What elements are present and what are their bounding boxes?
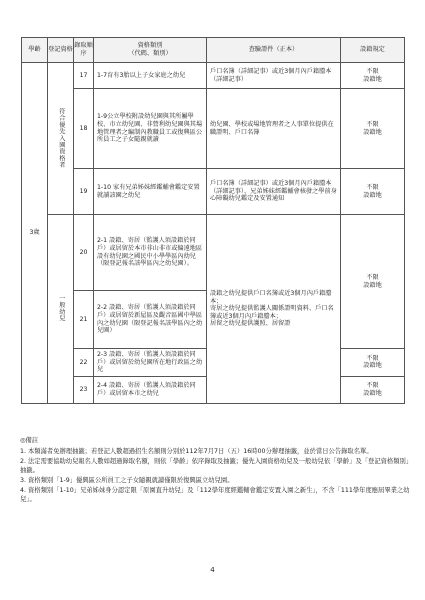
table-row [22, 169, 405, 215]
note-item [20, 458, 410, 476]
residency-line: 不限 [366, 67, 379, 75]
residency-cell [341, 376, 405, 403]
residency-line: 設籍地 [363, 128, 382, 136]
residency-cell [341, 215, 405, 349]
order-cell: 23 [74, 376, 94, 403]
order-cell: 19 [74, 169, 94, 215]
residency-line: 設籍地 [363, 362, 382, 370]
age-cell: 3歲 [22, 63, 48, 404]
documents-cell: 戶口名簿（詳細記事）或近3個月內戶籍謄本（詳細記事） [207, 63, 341, 89]
header-category [94, 38, 207, 63]
residency-line: 設籍地 [363, 389, 382, 397]
residency-line: 設籍地 [363, 191, 382, 199]
general-documents-cell [207, 215, 341, 404]
note-item [20, 487, 410, 505]
header-category-line1: 資格類別 [137, 42, 163, 50]
group-priority-cell [48, 63, 74, 215]
notes-section [20, 437, 410, 506]
residency-line: 不限 [366, 183, 379, 191]
residency-cell [341, 63, 405, 89]
residency-line: 不限 [366, 354, 379, 362]
note-text: 2. 法定需要協助幼兒報名人數如超過錄取名額，則依「學齡」依序錄取及抽籤；優先入園資格幼兒及一般幼兒依「學齡」及「登記資格類別」抽籤。 [20, 457, 409, 474]
general-documents-line: 居留之幼兒提供護照、居留證 [210, 320, 291, 328]
order-cell: 22 [74, 349, 94, 377]
category-cell: 2-1 設籍、寄居（監護人須設籍於同戶）或居留於本市非山非市或偏遠地區設有幼兒園之國民中小學學區內幼兒（限登記報名該學區內之幼兒園）。 [94, 215, 207, 291]
order-cell: 21 [74, 291, 94, 349]
order-cell: 18 [74, 89, 94, 169]
residency-line: 設籍地 [363, 75, 382, 83]
documents-cell: 幼兒園、學校或場地管理者之人事單位提供在職證明、戶口名簿 [207, 89, 341, 169]
category-cell: 2-3 設籍、寄居（監護人須設籍於同戶）或居留於幼兒園所在地行政區之幼兒 [94, 349, 207, 377]
residency-line: 不限 [366, 273, 379, 281]
note-text: 3. 資格類別「1-9」優興區公所員工之子女隨親就讀僅限於復興區立幼兒園。 [20, 476, 234, 484]
category-cell: 1-9公立學校附設幼兒園與其所屬學校、市立幼兒園、非營利幼兒園與其場地管理者之編制內教職員工或復興區公所員工之子女隨親就讀 [94, 89, 207, 169]
order-cell: 20 [74, 215, 94, 291]
header-eligibility: 登記資格 [48, 38, 74, 63]
residency-line: 不限 [366, 120, 379, 128]
general-documents-line: 寄居之幼兒提供監護人關係證明資料、戶口名簿或近3個月內戶籍謄本； [210, 305, 334, 320]
table-row [22, 215, 405, 291]
residency-line: 不限 [366, 382, 379, 390]
notes-heading: ◎備註 [20, 437, 39, 444]
category-cell: 1-10 家有兄弟姊妹經鑑輔會鑑定安置就讀該園之幼兒 [94, 169, 207, 215]
admission-table [21, 37, 405, 404]
category-cell: 1-7育有3胎以上子女家庭之幼兒 [94, 63, 207, 89]
category-cell: 2-2 設籍、寄居（監護人須設籍於同戶）或居留於新屋區及觀音區國中學區內之幼兒園（限登記報名該學區內之幼兒園） [94, 291, 207, 349]
residency-cell [341, 169, 405, 215]
page-number: 4 [210, 566, 215, 574]
header-age: 學齡 [22, 38, 48, 63]
table-row [22, 89, 405, 169]
group-general-cell [48, 215, 74, 404]
header-residency: 設籍規定 [341, 38, 405, 63]
order-cell: 17 [74, 63, 94, 89]
residency-line: 設籍地 [363, 281, 382, 289]
header-documents: 查驗證件（正本） [207, 38, 341, 63]
note-text: 4. 資格類別「1-10」兄弟姊妹身分認定限「原園直升幼兒」及「112學年度經鑑輔會鑑定安置入園之新生」，不含「111學年度應屆畢業之幼兒」。 [20, 486, 410, 503]
header-category-line2: （代碼、類別） [128, 50, 172, 57]
residency-cell [341, 349, 405, 377]
note-item [20, 477, 410, 486]
residency-cell [341, 89, 405, 169]
category-cell: 2-4 設籍、寄居（監護人須設籍於同戶）或居留本市之幼兒 [94, 376, 207, 403]
group-general-label: 一般幼兒 [57, 295, 65, 323]
general-documents-line: 設籍之幼兒提供戶口名簿或近3個月內戶籍謄本； [210, 289, 332, 305]
group-priority-label: 符合優先入園資格者 [57, 108, 65, 169]
header-order: 錄取順序 [74, 38, 94, 63]
table-header-row [22, 38, 405, 63]
note-text: 1. 本類滿者免辦理抽籤；若登記人數超過招生名額則分別於112年7月7日（五）16時00分辦理抽籤，並於當日公告錄取名單。 [20, 447, 373, 455]
documents-cell: 戶口名簿（詳細記事）或近3個月內戶籍謄本（詳細記事）、兄弟姊妹經鑑輔會核發之學前身心障礙幼兒鑑定及安置通知 [207, 169, 341, 215]
table-row [22, 63, 405, 89]
note-item [20, 448, 410, 457]
